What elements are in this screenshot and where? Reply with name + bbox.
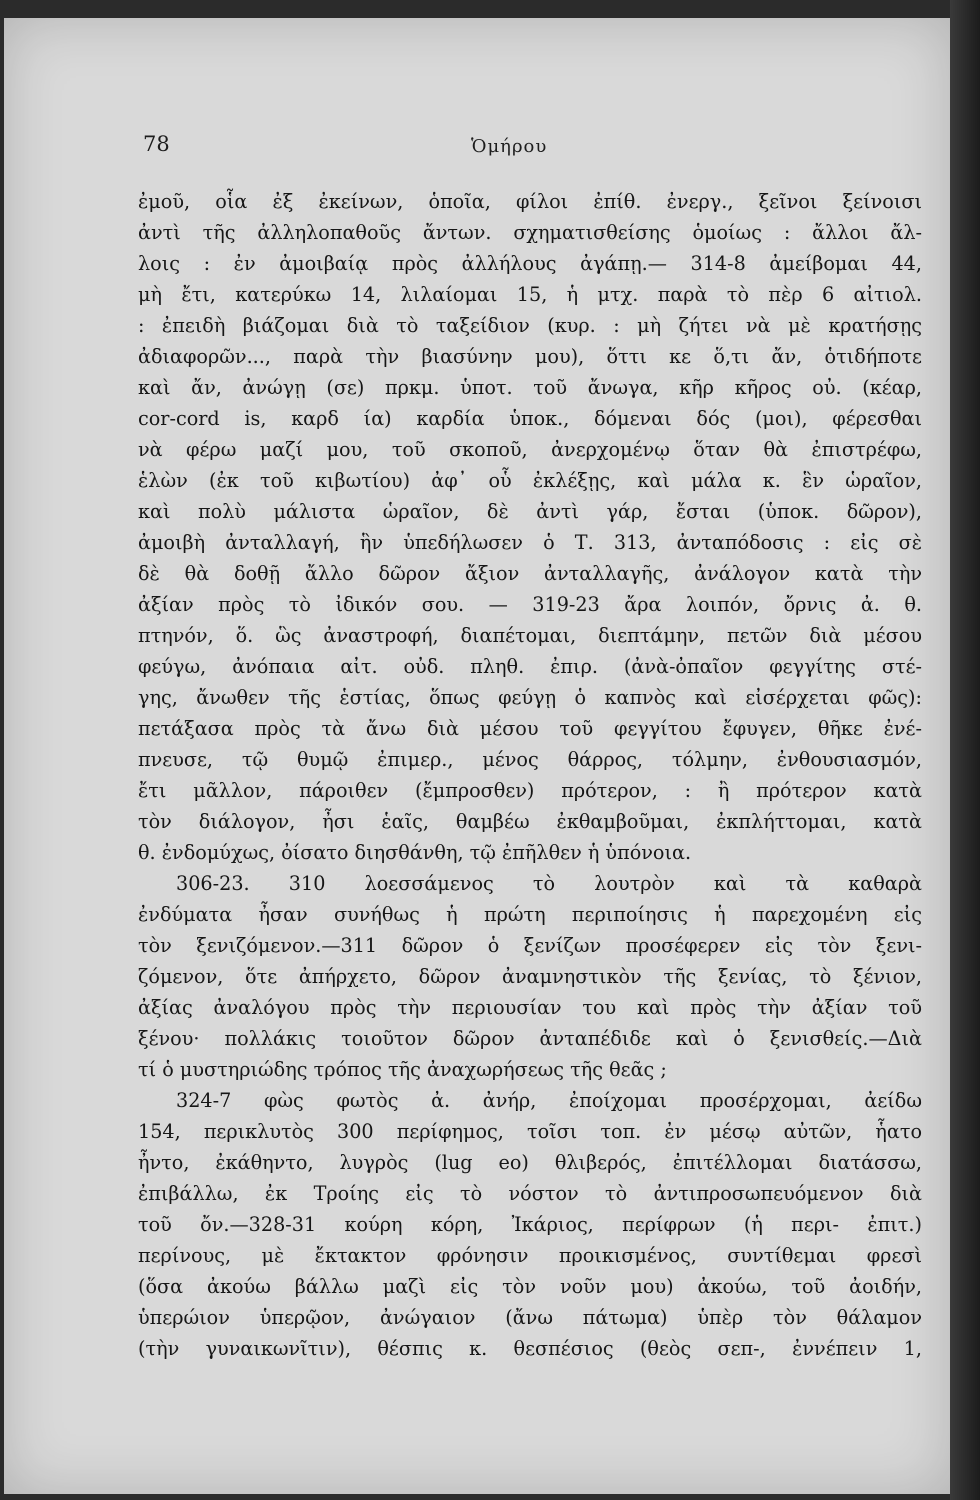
text-line: τὸν διάλογον, ἦσι ἑαῖς, θαμβέω ἐκθαμβοῦμαι, ἐκπλήττομαι, κατὰ	[138, 810, 922, 833]
text-line: πτηνόν, ὅ. ὣς ἀναστροφή, διαπέτομαι, διεπτάμην, πετῶν διὰ μέσου	[138, 624, 922, 647]
text-line: θ. ἐνδομύχως, ὀίσατο διησθάνθη, τῷ ἐπῆλθεν ἡ ὑπόνοια.	[138, 841, 692, 864]
text-line: ζόμενον, ὅτε ἀπήρχετο, δῶρον ἀναμνηστικὸν τῆς ξενίας, τὸ ξένιον,	[138, 965, 922, 988]
page-header	[143, 132, 943, 162]
text-line: ἀξίαν πρὸς τὸ ἰδικόν σου. — 319-23 ἄρα λοιπόν, ὄρνις ἀ. θ.	[138, 593, 922, 616]
text-line: λοις : ἐν ἀμοιβαίᾳ πρὸς ἀλλήλους ἀγάπῃ.— 314-8 ἀμείβομαι 44,	[138, 252, 922, 275]
text-line: νὰ φέρω μαζί μου, τοῦ σκοποῦ, ἀνερχομένῳ ὅταν θὰ ἐπιστρέφω,	[138, 438, 922, 461]
text-line: ἦντο, ἐκάθηντο, λυγρὸς (lug eo) θλιβερός, ἐπιτέλλομαι διατάσσω,	[138, 1151, 922, 1174]
text-line: ἐνδύματα ἦσαν συνήθως ἡ πρώτη περιποίησις ἡ παρεχομένη εἰς	[138, 903, 922, 926]
text-line: ξένου· πολλάκις τοιοῦτον δῶρον ἀνταπέδιδε καὶ ὁ ξενισθείς.—Διὰ	[138, 1027, 922, 1050]
page-number: 78	[143, 132, 170, 156]
text-line: ἀντὶ τῆς ἀλληλοπαθοῦς ἄντων. σχηματισθείσης ὁμοίως : ἄλλοι ἄλ-	[138, 221, 922, 244]
commentary-text	[138, 186, 922, 1364]
text-line: πνευσε, τῷ θυμῷ ἐπιμερ., μένος θάρρος, τόλμην, ἐνθουσιασμόν,	[138, 748, 922, 771]
book-binding-edge	[950, 0, 980, 1500]
text-line: cor-cord is, καρδ ία) καρδία ὑποκ., δόμεναι δός (μοι), φέρεσθαι	[138, 407, 922, 430]
text-line: ἐμοῦ, οἷα ἐξ ἐκείνων, ὁποῖα, φίλοι ἐπίθ. ἐνεργ., ξεῖνοι ξείνοισι	[138, 190, 922, 213]
text-line: ἀξίας ἀναλόγου πρὸς τὴν περιουσίαν του καὶ πρὸς τὴν ἀξίαν τοῦ	[138, 996, 922, 1019]
text-line: ἐπιβάλλω, ἐκ Τροίης εἰς τὸ νόστον τὸ ἀντιπροσωπευόμενον διὰ	[138, 1182, 922, 1205]
text-line: γης, ἄνωθεν τῆς ἑστίας, ὅπως φεύγῃ ὁ καπνὸς καὶ εἰσέρχεται φῶς):	[138, 686, 922, 709]
text-line: καὶ πολὺ μάλιστα ὡραῖον, δὲ ἀντὶ γάρ, ἔσται (ὑποκ. δῶρον),	[138, 500, 922, 523]
section-heading-line: 306-23. 310 λοεσσάμενος τὸ λουτρὸν καὶ τὰ καθαρὰ	[176, 872, 922, 895]
text-line: τί ὁ μυστηριώδης τρόπος τῆς ἀναχωρήσεως τῆς θεᾶς ;	[138, 1058, 667, 1081]
text-line: τὸν ξενιζόμενον.—311 δῶρον ὁ ξενίζων προσέφερεν εἰς τὸν ξενι-	[138, 934, 922, 957]
text-line: καὶ ἄν, ἀνώγῃ (σε) πρκμ. ὑποτ. τοῦ ἄνωγα, κῆρ κῆρος οὐ. (κέαρ,	[138, 376, 922, 399]
text-line: μὴ ἔτι, κατερύκω 14, λιλαίομαι 15, ἡ μτχ. παρὰ τὸ πὲρ 6 αἰτιολ.	[138, 283, 922, 306]
text-line: (ὅσα ἀκούω βάλλω μαζὶ εἰς τὸν νοῦν μου) ἀκούω, τοῦ ἀοιδήν,	[138, 1275, 922, 1298]
text-line: ὑπερώιον ὑπερῷον, ἀνώγαιον (ἄνω πάτωμα) ὑπὲρ τὸν θάλαμον	[138, 1306, 922, 1329]
running-title: Ὁμήρου	[471, 136, 548, 157]
text-line: ἑλὼν (ἐκ τοῦ κιβωτίου) ἀφ᾽ οὗ ἐκλέξῃς, καὶ μάλα κ. ἓν ὡραῖον,	[138, 469, 922, 492]
text-line: : ἐπειδὴ βιάζομαι διὰ τὸ ταξείδιον (κυρ. : μὴ ζήτει νὰ μὲ κρατήσῃς	[138, 314, 922, 337]
text-line: (τὴν γυναικωνῖτιν), θέσπις κ. θεσπέσιος (θεὸς σεπ-, ἐννέπειν 1,	[138, 1337, 922, 1360]
text-line: τοῦ ὄν.—328-31 κούρη κόρη, Ἰκάριος, περίφρων (ἡ περι- ἐπιτ.)	[138, 1213, 922, 1236]
text-line: 154, περικλυτὸς 300 περίφημος, τοῖσι τοπ. ἐν μέσῳ αὐτῶν, ἧατο	[138, 1120, 922, 1143]
text-line: πετάξασα πρὸς τὰ ἄνω διὰ μέσου τοῦ φεγγίτου ἔφυγεν, θῆκε ἐνέ-	[138, 717, 922, 740]
text-line: ἔτι μᾶλλον, πάροιθεν (ἔμπροσθεν) πρότερον, : ἢ πρότερον κατὰ	[138, 779, 922, 802]
paragraph-start-line: 324-7 φὼς φωτὸς ἀ. ἀνήρ, ἐποίχομαι προσέρχομαι, ἀείδω	[176, 1089, 922, 1112]
text-line: δὲ θὰ δοθῇ ἄλλο δῶρον ἄξιον ἀνταλλαγῆς, ἀνάλογον κατὰ τὴν	[138, 562, 922, 585]
text-line: ἀμοιβὴ ἀνταλλαγή, ἣν ὑπεδήλωσεν ὁ Τ. 313, ἀνταπόδοσις : εἰς σὲ	[138, 531, 922, 554]
text-line: ἀδιαφορῶν..., παρὰ τὴν βιασύνην μου), ὅττι κε ὅ,τι ἄν, ὁτιδήποτε	[138, 345, 922, 368]
text-line: φεύγω, ἀνόπαια αἰτ. οὐδ. πληθ. ἐπιρ. (ἀνὰ-ὀπαῖον φεγγίτης στέ-	[138, 655, 922, 678]
text-line: περίνους, μὲ ἔκτακτον φρόνησιν προικισμένος, συντίθεμαι φρεσὶ	[138, 1244, 922, 1267]
